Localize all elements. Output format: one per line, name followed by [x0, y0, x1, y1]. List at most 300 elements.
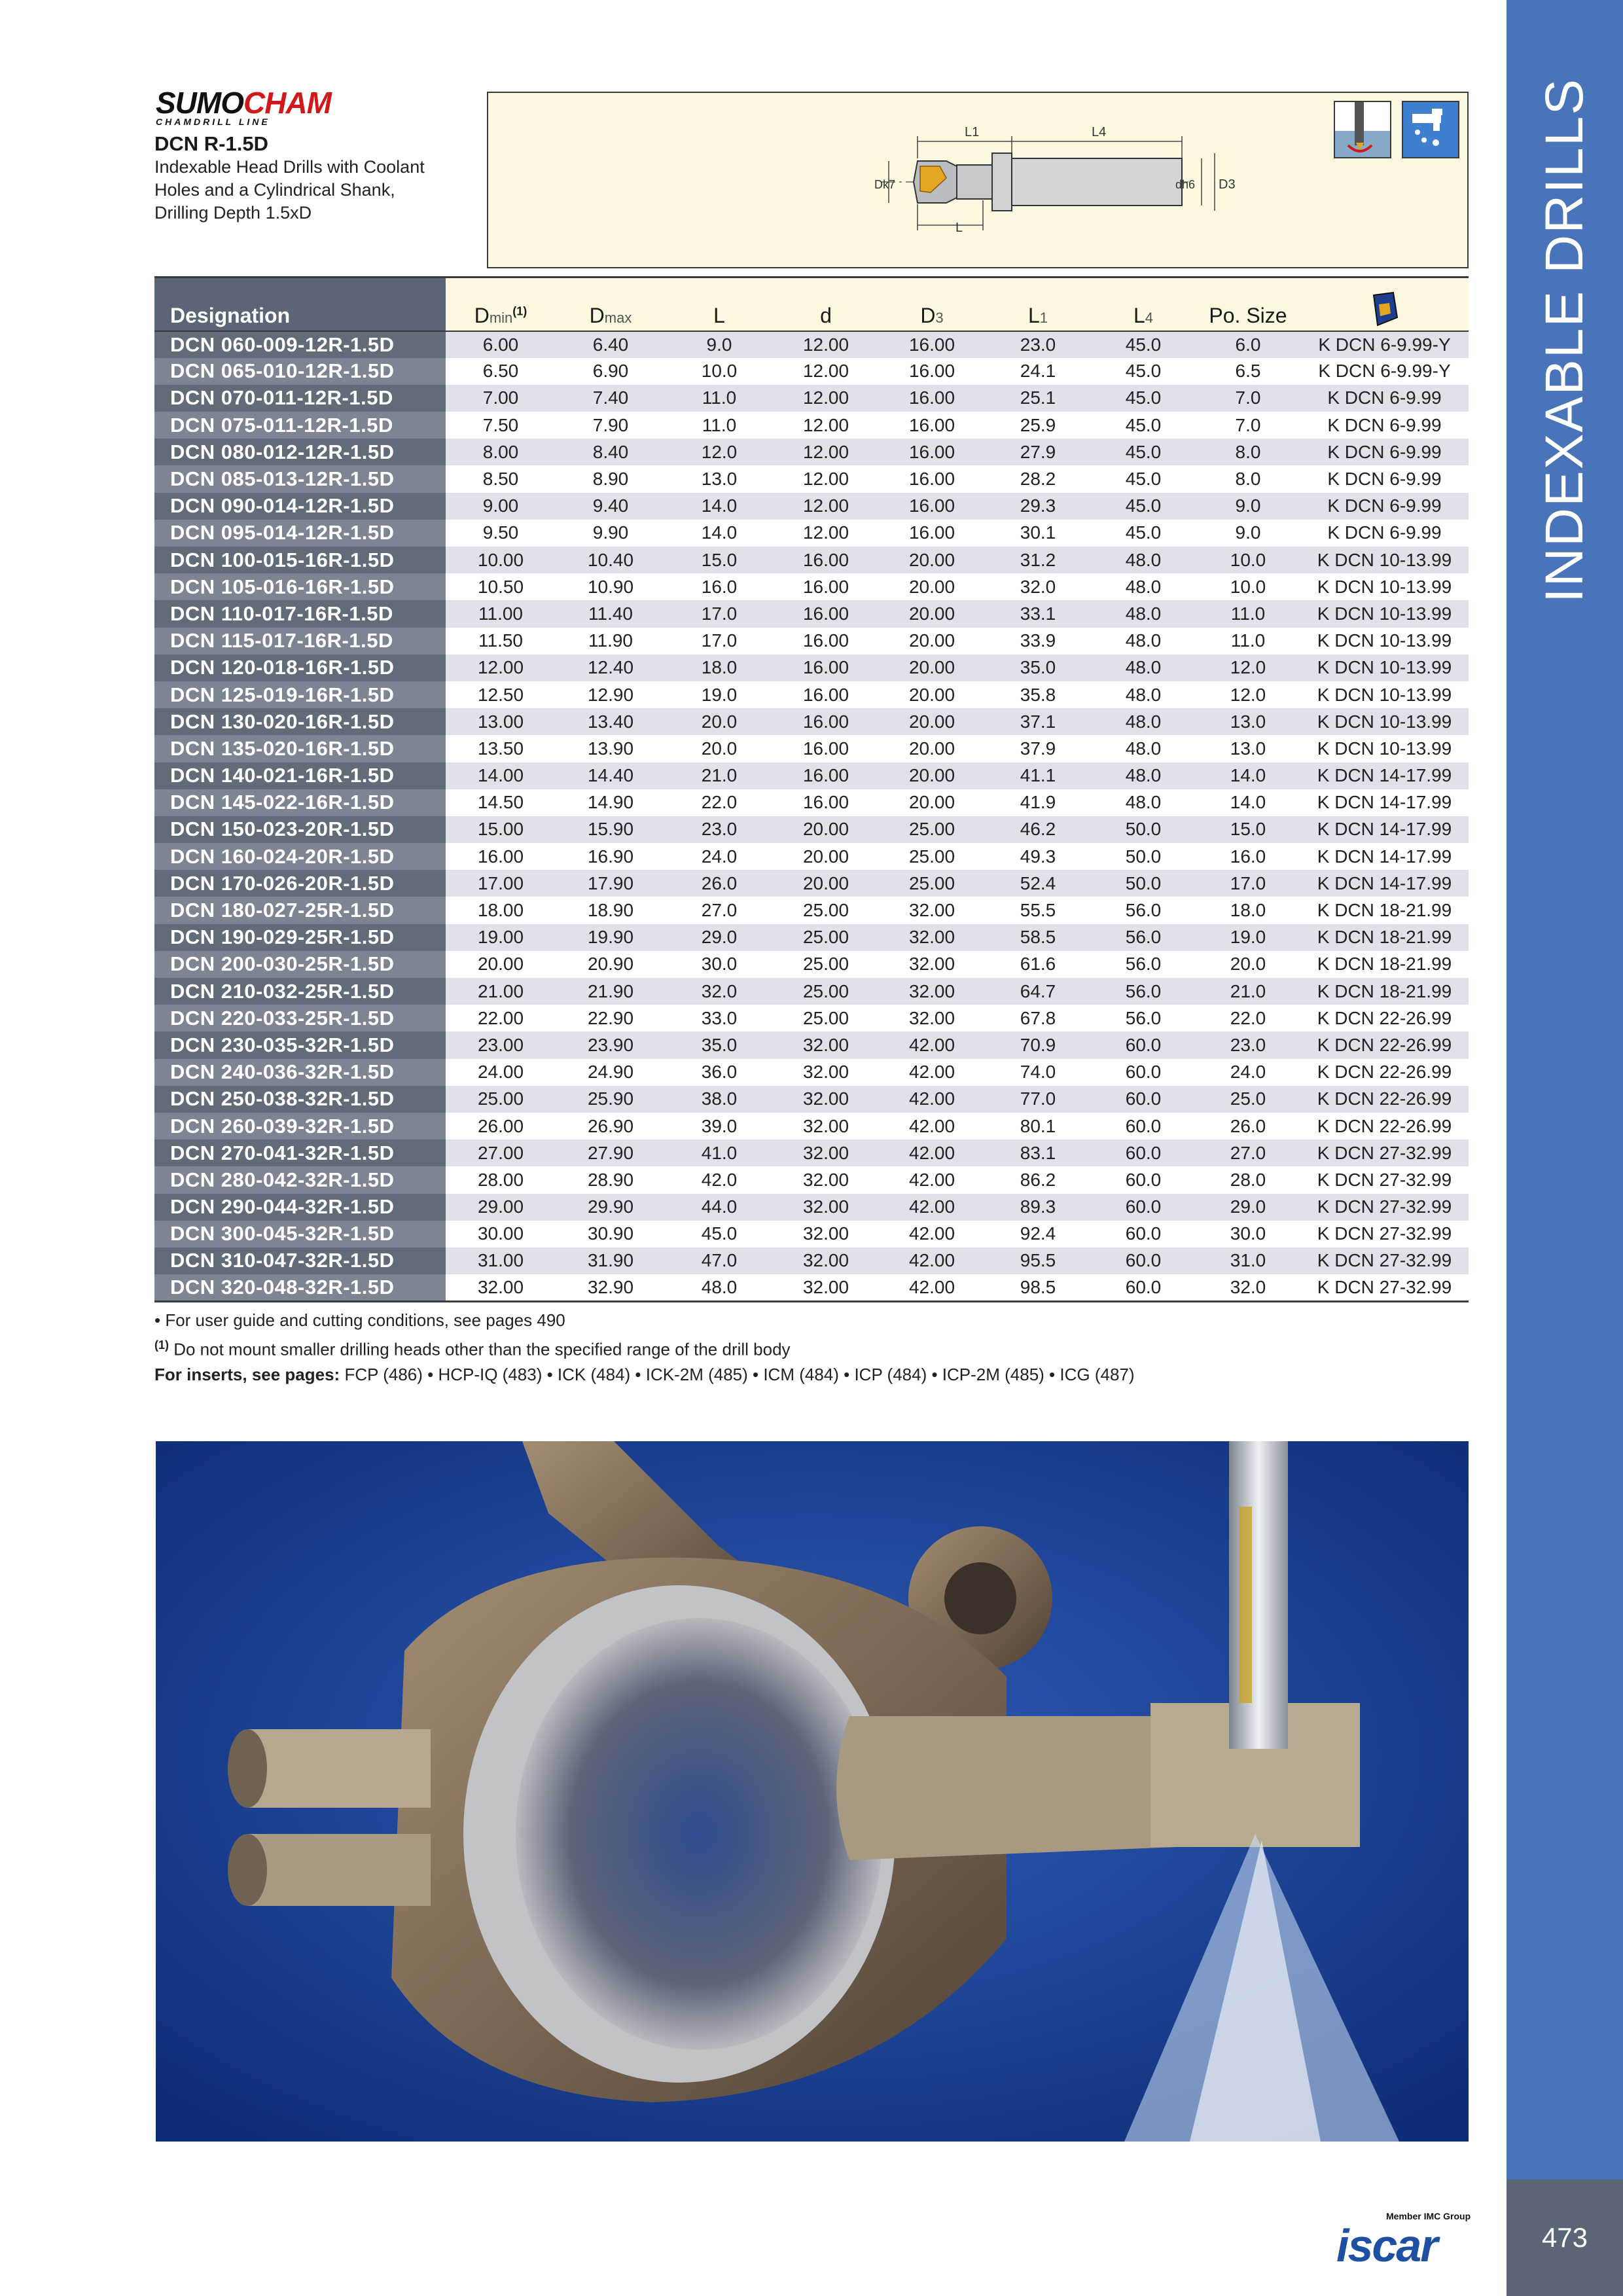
- value-cell: 60.0: [1091, 1194, 1196, 1221]
- value-cell: K DCN 22-26.99: [1300, 1005, 1469, 1031]
- value-cell: 32.00: [773, 1139, 879, 1166]
- value-cell: 10.50: [446, 573, 556, 600]
- value-cell: 20.00: [773, 843, 879, 870]
- value-cell: K DCN 18-21.99: [1300, 897, 1469, 924]
- col-dmin: Dmin$^{(1)}$: [446, 278, 556, 331]
- value-cell: 24.1: [985, 358, 1091, 385]
- insert-icon: [1370, 291, 1400, 328]
- value-cell: 16.00: [446, 843, 556, 870]
- table-row: [154, 600, 1469, 627]
- designation-cell: DCN 125-019-16R-1.5D: [154, 681, 446, 708]
- value-cell: 48.0: [1091, 547, 1196, 573]
- designation-cell: DCN 240-036-32R-1.5D: [154, 1059, 446, 1086]
- value-cell: 8.90: [556, 465, 666, 492]
- value-cell: 16.00: [879, 520, 985, 547]
- value-cell: 70.9: [985, 1031, 1091, 1058]
- value-cell: 16.00: [773, 762, 879, 789]
- designation-cell: DCN 085-013-12R-1.5D: [154, 465, 446, 492]
- value-cell: K DCN 18-21.99: [1300, 951, 1469, 978]
- value-cell: K DCN 14-17.99: [1300, 843, 1469, 870]
- value-cell: 8.00: [446, 439, 556, 465]
- coolant-tap-icon: [1402, 101, 1459, 158]
- brand-part1: SUMO: [156, 86, 243, 120]
- table-row: [154, 735, 1469, 762]
- value-cell: 25.00: [773, 951, 879, 978]
- value-cell: 25.00: [773, 897, 879, 924]
- value-cell: 20.00: [773, 816, 879, 843]
- dim-L1-label: L1: [965, 125, 980, 139]
- value-cell: 42.00: [879, 1221, 985, 1247]
- value-cell: 12.0: [1196, 655, 1300, 681]
- value-cell: 41.9: [985, 789, 1091, 816]
- table-row: [154, 1194, 1469, 1221]
- value-cell: 31.2: [985, 547, 1091, 573]
- value-cell: K DCN 18-21.99: [1300, 924, 1469, 951]
- value-cell: 32.00: [879, 897, 985, 924]
- value-cell: 14.00: [446, 762, 556, 789]
- logo-member-text: Member IMC Group: [1386, 2211, 1471, 2221]
- value-cell: 80.1: [985, 1113, 1091, 1139]
- value-cell: 16.90: [556, 843, 666, 870]
- designation-cell: DCN 100-015-16R-1.5D: [154, 547, 446, 573]
- value-cell: 9.0: [666, 331, 773, 358]
- table-row: [154, 465, 1469, 492]
- value-cell: 25.00: [773, 924, 879, 951]
- value-cell: 27.0: [666, 897, 773, 924]
- value-cell: 12.00: [446, 655, 556, 681]
- value-cell: K DCN 10-13.99: [1300, 681, 1469, 708]
- value-cell: 25.0: [1196, 1086, 1300, 1113]
- value-cell: 7.50: [446, 412, 556, 439]
- specification-table: [154, 276, 1469, 1302]
- designation-cell: DCN 145-022-16R-1.5D: [154, 789, 446, 816]
- value-cell: 36.0: [666, 1059, 773, 1086]
- value-cell: 89.3: [985, 1194, 1091, 1221]
- table-row: [154, 1031, 1469, 1058]
- value-cell: 33.0: [666, 1005, 773, 1031]
- value-cell: 46.2: [985, 816, 1091, 843]
- designation-cell: DCN 290-044-32R-1.5D: [154, 1194, 446, 1221]
- value-cell: 35.0: [666, 1031, 773, 1058]
- value-cell: K DCN 10-13.99: [1300, 600, 1469, 627]
- value-cell: 12.00: [773, 520, 879, 547]
- value-cell: K DCN 27-32.99: [1300, 1247, 1469, 1274]
- value-cell: 45.0: [1091, 358, 1196, 385]
- value-cell: 9.90: [556, 520, 666, 547]
- value-cell: 11.0: [1196, 600, 1300, 627]
- value-cell: 24.90: [556, 1059, 666, 1086]
- dim-Dk7-label: Dk7: [874, 178, 896, 191]
- designation-cell: DCN 170-026-20R-1.5D: [154, 870, 446, 897]
- value-cell: 60.0: [1091, 1247, 1196, 1274]
- value-cell: 13.50: [446, 735, 556, 762]
- note-mounting: $^{(1)}$ Do not mount smaller drilling heads other than the specified range of the drill body: [154, 1338, 791, 1359]
- value-cell: 28.0: [1196, 1166, 1300, 1193]
- value-cell: 56.0: [1091, 1005, 1196, 1031]
- value-cell: 26.0: [666, 870, 773, 897]
- value-cell: 12.00: [773, 493, 879, 520]
- value-cell: 12.00: [773, 465, 879, 492]
- value-cell: 8.40: [556, 439, 666, 465]
- value-cell: 27.0: [1196, 1139, 1300, 1166]
- table-row: [154, 520, 1469, 547]
- value-cell: 30.0: [1196, 1221, 1300, 1247]
- value-cell: 16.00: [773, 573, 879, 600]
- value-cell: 32.0: [985, 573, 1091, 600]
- value-cell: 42.00: [879, 1247, 985, 1274]
- value-cell: 77.0: [985, 1086, 1091, 1113]
- table-row: [154, 789, 1469, 816]
- value-cell: K DCN 6-9.99: [1300, 520, 1469, 547]
- value-cell: 11.0: [1196, 628, 1300, 655]
- value-cell: 48.0: [1091, 708, 1196, 735]
- value-cell: 16.0: [666, 573, 773, 600]
- value-cell: 16.00: [879, 439, 985, 465]
- value-cell: 22.00: [446, 1005, 556, 1031]
- value-cell: 11.0: [666, 412, 773, 439]
- value-cell: 42.00: [879, 1113, 985, 1139]
- value-cell: 10.90: [556, 573, 666, 600]
- value-cell: 13.00: [446, 708, 556, 735]
- value-cell: 6.50: [446, 358, 556, 385]
- table-row: [154, 628, 1469, 655]
- table-header-row: [154, 278, 1469, 331]
- value-cell: 16.00: [773, 789, 879, 816]
- value-cell: 18.0: [666, 655, 773, 681]
- value-cell: K DCN 6-9.99: [1300, 465, 1469, 492]
- value-cell: 48.0: [1091, 762, 1196, 789]
- value-cell: 16.0: [1196, 843, 1300, 870]
- value-cell: 32.00: [773, 1166, 879, 1193]
- dim-dh6-label: dh6: [1175, 178, 1196, 191]
- value-cell: 30.1: [985, 520, 1091, 547]
- value-cell: 74.0: [985, 1059, 1091, 1086]
- value-cell: 14.0: [666, 520, 773, 547]
- value-cell: 20.00: [879, 628, 985, 655]
- table-row: [154, 1274, 1469, 1301]
- value-cell: 35.8: [985, 681, 1091, 708]
- table-row: [154, 358, 1469, 385]
- value-cell: 14.0: [1196, 789, 1300, 816]
- value-cell: 13.0: [1196, 735, 1300, 762]
- value-cell: 20.00: [879, 762, 985, 789]
- value-cell: 16.00: [773, 681, 879, 708]
- value-cell: 24.0: [666, 843, 773, 870]
- value-cell: 55.5: [985, 897, 1091, 924]
- value-cell: 6.90: [556, 358, 666, 385]
- value-cell: 30.0: [666, 951, 773, 978]
- value-cell: 23.00: [446, 1031, 556, 1058]
- value-cell: 32.00: [446, 1274, 556, 1301]
- value-cell: 17.0: [1196, 870, 1300, 897]
- value-cell: 6.00: [446, 331, 556, 358]
- table-row: [154, 439, 1469, 465]
- value-cell: 12.00: [773, 439, 879, 465]
- value-cell: 23.0: [1196, 1031, 1300, 1058]
- value-cell: 21.90: [556, 978, 666, 1005]
- value-cell: 42.00: [879, 1274, 985, 1301]
- value-cell: 92.4: [985, 1221, 1091, 1247]
- value-cell: 29.0: [666, 924, 773, 951]
- value-cell: 17.90: [556, 870, 666, 897]
- value-cell: 10.0: [666, 358, 773, 385]
- value-cell: 11.90: [556, 628, 666, 655]
- value-cell: 31.0: [1196, 1247, 1300, 1274]
- value-cell: 16.00: [879, 358, 985, 385]
- value-cell: K DCN 22-26.99: [1300, 1031, 1469, 1058]
- value-cell: 12.40: [556, 655, 666, 681]
- value-cell: 50.0: [1091, 870, 1196, 897]
- value-cell: 25.90: [556, 1086, 666, 1113]
- designation-cell: DCN 060-009-12R-1.5D: [154, 331, 446, 358]
- value-cell: K DCN 6-9.99: [1300, 439, 1469, 465]
- value-cell: 41.1: [985, 762, 1091, 789]
- value-cell: 18.0: [1196, 897, 1300, 924]
- value-cell: 16.00: [773, 708, 879, 735]
- value-cell: 20.00: [773, 870, 879, 897]
- value-cell: 20.0: [666, 735, 773, 762]
- designation-cell: DCN 250-038-32R-1.5D: [154, 1086, 446, 1113]
- value-cell: 32.00: [879, 978, 985, 1005]
- value-cell: 32.00: [879, 951, 985, 978]
- value-cell: 17.0: [666, 600, 773, 627]
- designation-cell: DCN 140-021-16R-1.5D: [154, 762, 446, 789]
- value-cell: 25.00: [879, 870, 985, 897]
- value-cell: 49.3: [985, 843, 1091, 870]
- value-cell: K DCN 27-32.99: [1300, 1274, 1469, 1301]
- value-cell: 32.00: [879, 1005, 985, 1031]
- value-cell: K DCN 14-17.99: [1300, 870, 1469, 897]
- product-title: DCN R-1.5D: [154, 132, 268, 155]
- designation-cell: DCN 110-017-16R-1.5D: [154, 600, 446, 627]
- value-cell: 26.00: [446, 1113, 556, 1139]
- value-cell: 83.1: [985, 1139, 1091, 1166]
- value-cell: 67.8: [985, 1005, 1091, 1031]
- value-cell: 9.0: [1196, 493, 1300, 520]
- table-row: [154, 573, 1469, 600]
- table-row: [154, 1247, 1469, 1274]
- value-cell: 45.0: [1091, 493, 1196, 520]
- designation-cell: DCN 120-018-16R-1.5D: [154, 655, 446, 681]
- value-cell: 48.0: [1091, 655, 1196, 681]
- section-side-title: INDEXABLE DRILLS: [1535, 77, 1595, 603]
- table-row: [154, 1059, 1469, 1086]
- designation-cell: DCN 280-042-32R-1.5D: [154, 1166, 446, 1193]
- value-cell: 37.9: [985, 735, 1091, 762]
- value-cell: 60.0: [1091, 1031, 1196, 1058]
- value-cell: 8.0: [1196, 439, 1300, 465]
- value-cell: 20.00: [879, 655, 985, 681]
- designation-cell: DCN 310-047-32R-1.5D: [154, 1247, 446, 1274]
- designation-cell: DCN 075-011-12R-1.5D: [154, 412, 446, 439]
- value-cell: 56.0: [1091, 897, 1196, 924]
- value-cell: 13.90: [556, 735, 666, 762]
- footnotes: [154, 1308, 1135, 1387]
- value-cell: K DCN 6-9.99-Y: [1300, 358, 1469, 385]
- value-cell: 9.40: [556, 493, 666, 520]
- value-cell: 11.00: [446, 600, 556, 627]
- value-cell: 38.0: [666, 1086, 773, 1113]
- value-cell: 13.0: [1196, 708, 1300, 735]
- value-cell: 20.0: [1196, 951, 1300, 978]
- designation-cell: DCN 210-032-25R-1.5D: [154, 978, 446, 1005]
- table-row: [154, 547, 1469, 573]
- value-cell: K DCN 10-13.99: [1300, 708, 1469, 735]
- value-cell: 24.0: [1196, 1059, 1300, 1086]
- value-cell: 19.00: [446, 924, 556, 951]
- value-cell: 48.0: [1091, 628, 1196, 655]
- value-cell: 86.2: [985, 1166, 1091, 1193]
- value-cell: K DCN 27-32.99: [1300, 1166, 1469, 1193]
- value-cell: 21.0: [1196, 978, 1300, 1005]
- dim-D3-label: D3: [1219, 177, 1236, 192]
- designation-cell: DCN 095-014-12R-1.5D: [154, 520, 446, 547]
- table-row: [154, 1005, 1469, 1031]
- value-cell: 60.0: [1091, 1059, 1196, 1086]
- value-cell: 12.00: [773, 331, 879, 358]
- value-cell: 25.9: [985, 412, 1091, 439]
- note-inserts: For inserts, see pages: FCP (486) • HCP-IQ (483) • ICK (484) • ICK-2M (485) • ICM (484) • ICP (484) • ICP-2M (485) • ICG (487): [154, 1364, 1135, 1384]
- value-cell: K DCN 6-9.99: [1300, 493, 1469, 520]
- table-row: [154, 762, 1469, 789]
- value-cell: K DCN 14-17.99: [1300, 816, 1469, 843]
- page-number: 473: [1541, 2222, 1588, 2253]
- value-cell: 28.90: [556, 1166, 666, 1193]
- value-cell: 21.00: [446, 978, 556, 1005]
- value-cell: 39.0: [666, 1113, 773, 1139]
- value-cell: 32.00: [773, 1059, 879, 1086]
- value-cell: 20.00: [446, 951, 556, 978]
- col-dmax: Dmax: [556, 278, 666, 331]
- table-row: [154, 951, 1469, 978]
- value-cell: 32.00: [773, 1247, 879, 1274]
- value-cell: 12.50: [446, 681, 556, 708]
- col-insert: [1300, 278, 1469, 331]
- table-row: [154, 924, 1469, 951]
- value-cell: 25.00: [773, 1005, 879, 1031]
- value-cell: 9.0: [1196, 520, 1300, 547]
- value-cell: 42.00: [879, 1059, 985, 1086]
- value-cell: 32.00: [773, 1194, 879, 1221]
- table-row: [154, 493, 1469, 520]
- value-cell: 20.00: [879, 735, 985, 762]
- table-row: [154, 1113, 1469, 1139]
- value-cell: 26.90: [556, 1113, 666, 1139]
- value-cell: 60.0: [1091, 1086, 1196, 1113]
- value-cell: 7.0: [1196, 385, 1300, 412]
- value-cell: 45.0: [1091, 465, 1196, 492]
- table-row: [154, 870, 1469, 897]
- value-cell: 15.00: [446, 816, 556, 843]
- value-cell: 15.0: [1196, 816, 1300, 843]
- value-cell: 98.5: [985, 1274, 1091, 1301]
- value-cell: 58.5: [985, 924, 1091, 951]
- value-cell: 42.00: [879, 1031, 985, 1058]
- value-cell: 6.40: [556, 331, 666, 358]
- value-cell: 7.40: [556, 385, 666, 412]
- table-row: [154, 978, 1469, 1005]
- value-cell: 14.90: [556, 789, 666, 816]
- value-cell: 37.1: [985, 708, 1091, 735]
- value-cell: 16.00: [773, 547, 879, 573]
- drill-schematic: [488, 93, 1470, 270]
- value-cell: 26.0: [1196, 1113, 1300, 1139]
- value-cell: K DCN 14-17.99: [1300, 762, 1469, 789]
- value-cell: 16.00: [773, 735, 879, 762]
- value-cell: 12.00: [773, 412, 879, 439]
- value-cell: 29.90: [556, 1194, 666, 1221]
- table-row: [154, 708, 1469, 735]
- value-cell: 45.0: [1091, 520, 1196, 547]
- value-cell: 32.0: [666, 978, 773, 1005]
- col-po-size: Po. Size: [1196, 278, 1300, 331]
- designation-cell: DCN 270-041-32R-1.5D: [154, 1139, 446, 1166]
- designation-cell: DCN 260-039-32R-1.5D: [154, 1113, 446, 1139]
- designation-cell: DCN 130-020-16R-1.5D: [154, 708, 446, 735]
- value-cell: 32.90: [556, 1274, 666, 1301]
- designation-cell: DCN 150-023-20R-1.5D: [154, 816, 446, 843]
- value-cell: K DCN 10-13.99: [1300, 547, 1469, 573]
- dim-L-label: L: [955, 221, 963, 235]
- value-cell: 48.0: [1091, 735, 1196, 762]
- table-row: [154, 1086, 1469, 1113]
- designation-cell: DCN 300-045-32R-1.5D: [154, 1221, 446, 1247]
- value-cell: 25.00: [879, 843, 985, 870]
- table-row: [154, 331, 1469, 358]
- value-cell: 33.1: [985, 600, 1091, 627]
- table-row: [154, 1166, 1469, 1193]
- value-cell: 15.0: [666, 547, 773, 573]
- col-L4: L4: [1091, 278, 1196, 331]
- value-cell: 61.6: [985, 951, 1091, 978]
- value-cell: K DCN 6-9.99: [1300, 385, 1469, 412]
- value-cell: 60.0: [1091, 1274, 1196, 1301]
- value-cell: K DCN 10-13.99: [1300, 735, 1469, 762]
- value-cell: 19.0: [1196, 924, 1300, 951]
- value-cell: 14.50: [446, 789, 556, 816]
- value-cell: 16.00: [773, 628, 879, 655]
- value-cell: 20.00: [879, 681, 985, 708]
- table-row: [154, 1139, 1469, 1166]
- value-cell: 48.0: [1091, 681, 1196, 708]
- value-cell: 14.0: [666, 493, 773, 520]
- value-cell: 30.90: [556, 1221, 666, 1247]
- value-cell: 35.0: [985, 655, 1091, 681]
- value-cell: 22.0: [666, 789, 773, 816]
- value-cell: 60.0: [1091, 1166, 1196, 1193]
- value-cell: K DCN 10-13.99: [1300, 628, 1469, 655]
- value-cell: 32.0: [1196, 1274, 1300, 1301]
- value-cell: 32.00: [773, 1113, 879, 1139]
- value-cell: 23.0: [666, 816, 773, 843]
- value-cell: 48.0: [1091, 789, 1196, 816]
- value-cell: 9.00: [446, 493, 556, 520]
- value-cell: 22.0: [1196, 1005, 1300, 1031]
- designation-cell: DCN 090-014-12R-1.5D: [154, 493, 446, 520]
- value-cell: 16.00: [773, 655, 879, 681]
- value-cell: 16.00: [879, 331, 985, 358]
- value-cell: 42.00: [879, 1166, 985, 1193]
- value-cell: 42.00: [879, 1139, 985, 1166]
- col-D3: D3: [879, 278, 985, 331]
- value-cell: 12.0: [1196, 681, 1300, 708]
- col-d: d: [773, 278, 879, 331]
- value-cell: 42.00: [879, 1086, 985, 1113]
- value-cell: 6.5: [1196, 358, 1300, 385]
- value-cell: 16.00: [879, 465, 985, 492]
- value-cell: 25.1: [985, 385, 1091, 412]
- value-cell: 16.00: [773, 600, 879, 627]
